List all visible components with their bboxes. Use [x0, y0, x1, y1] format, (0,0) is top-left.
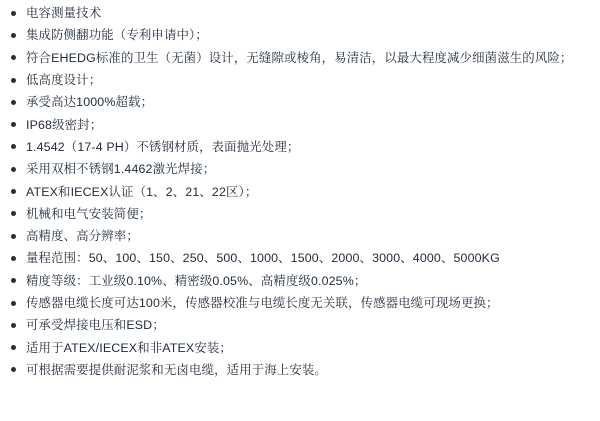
list-item-label: 符合EHEDG标准的卫生（无菌）设计，无缝隙或棱角，易清洁，以最大程度减少细菌滋生的风险；: [26, 50, 573, 65]
list-item-label: 可根据需要提供耐泥浆和无卤电缆，适用于海上安装。: [26, 362, 327, 377]
list-item-label: IP68级密封；: [26, 117, 103, 132]
bullet-icon: [11, 367, 16, 372]
list-item: [0, 203, 600, 225]
list-item: [0, 292, 600, 314]
list-item-label: 高精度、高分辨率；: [26, 229, 139, 244]
list-item: [0, 158, 600, 180]
bullet-icon: [11, 78, 16, 83]
list-item: [0, 247, 600, 269]
list-item: [0, 180, 600, 202]
list-item: [0, 136, 600, 158]
bullet-icon: [11, 167, 16, 172]
bullet-icon: [11, 256, 16, 261]
bullet-icon: [11, 345, 16, 350]
list-item: [0, 225, 600, 247]
list-item-label: 承受高达1000%超载；: [26, 95, 154, 110]
list-item-label: 量程范围：50、100、150、250、500、1000、1500、2000、3000、4000、5000KG: [26, 251, 500, 266]
list-item: [0, 270, 600, 292]
list-item: [0, 24, 600, 46]
list-item-label: 适用于ATEX/IECEX和非ATEX安装；: [26, 340, 232, 355]
bullet-icon: [11, 144, 16, 149]
bullet-icon: [11, 122, 16, 127]
bullet-icon: [11, 189, 16, 194]
list-item-label: 可承受焊接电压和ESD；: [26, 318, 165, 333]
list-item: [0, 69, 600, 91]
list-item: [0, 47, 600, 69]
bullet-icon: [11, 301, 16, 306]
list-item: [0, 2, 600, 24]
list-item: [0, 113, 600, 135]
list-item-label: 低高度设计；: [26, 73, 102, 88]
bullet-icon: [11, 100, 16, 105]
list-item-label: 1.4542（17-4 PH）不锈钢材质，表面抛光处理；: [26, 139, 300, 154]
bullet-icon: [11, 234, 16, 239]
list-item: [0, 359, 600, 381]
list-item: [0, 314, 600, 336]
bullet-icon: [11, 33, 16, 38]
list-item: [0, 336, 600, 358]
bullet-icon: [11, 55, 16, 60]
list-item-label: 机械和电气安装简便；: [26, 206, 152, 221]
list-item-label: 采用双相不锈钢1.4462激光焊接；: [26, 162, 216, 177]
bullet-icon: [11, 11, 16, 16]
list-item-label: 传感器电缆长度可达100米，传感器校准与电缆长度无关联，传感器电缆可现场更换；: [26, 296, 499, 310]
list-item-label: 集成防侧翻功能（专利申请中）；: [26, 28, 208, 43]
bullet-icon: [11, 211, 16, 216]
list-item-label: 电容测量技术: [26, 6, 102, 21]
list-item-label: 精度等级：工业级0.10%、精密级0.05%、高精度级0.025%；: [26, 273, 367, 288]
list-item: [0, 91, 600, 113]
bullet-icon: [11, 323, 16, 328]
bullet-icon: [11, 278, 16, 283]
list-item-label: ATEX和IECEX认证（1、2、21、22区）；: [26, 184, 258, 199]
